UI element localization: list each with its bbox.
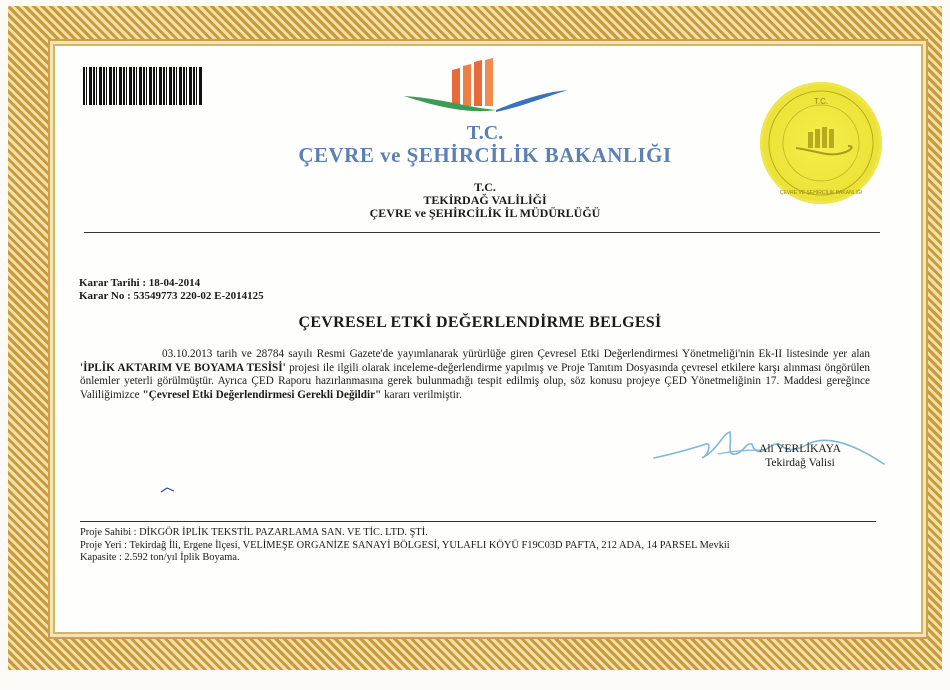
body-part3: kararı verilmiştir. (381, 388, 462, 401)
signatory-name: Ali YERLİKAYA (759, 443, 841, 455)
ministry-seal (760, 82, 882, 204)
decision-info (79, 277, 264, 303)
decision-body (80, 348, 870, 402)
gov-tc: T.C. (474, 180, 496, 194)
decision-number: Karar No : 53549773 220-02 E-2014125 (79, 290, 264, 302)
signatory-block (720, 442, 880, 470)
verdict: "Çevresel Etki Değerlendirmesi Gerekli Değildir" (142, 388, 382, 401)
ministry-name: ÇEVRE ve ŞEHİRCİLİK BAKANLIĞI (298, 143, 672, 167)
gov-directorate: ÇEVRE ve ŞEHİRCİLİK İL MÜDÜRLÜĞÜ (369, 206, 601, 220)
decision-date: Karar Tarihi : 18-04-2014 (79, 277, 201, 289)
project-owner: Proje Sahibi : DİKGÖR İPLİK TEKSTİL PAZARLAMA SAN. VE TİC. LTD. ŞTİ. (80, 527, 428, 538)
project-location: Proje Yeri : Tekirdağ İli, Ergene İlçesi, VELİMEŞE ORGANİZE SANAYİ BÖLGESİ, YULAFLI KÖYÜ F19C03D PAFTA, 212 ADA, 14 PARSEL Mevkii (80, 539, 730, 551)
project-capacity: Kapasite : 2.592 ton/yıl İplik Boyama. (80, 552, 240, 564)
footer-divider (80, 521, 876, 522)
project-details (80, 527, 730, 565)
signatory-title: Tekirdağ Valisi (765, 457, 835, 469)
ministry-tc: T.C. (466, 122, 504, 144)
header-divider (84, 232, 880, 233)
seal-top-text: T.C. (813, 97, 829, 106)
ministry-logo-icon (400, 56, 570, 122)
body-part2: projesi ile ilgili olarak inceleme-değerlendirme yapılmış ve Proje Tanıtım Dosyasında çevresel etkilere karşı alınması öngörülen önlemler yeterli görülmüştür. Ayrıca ÇED Raporu hazırlanmasına gerek bulunmadığı tespit edilmiş olup, söz konusu projeye ÇED Yönetmeliğinin 17. Maddesi gereğince Valiliğimizce (80, 361, 870, 401)
ink-mark-icon (160, 486, 176, 494)
document-title: ÇEVRESEL ETKİ DEĞERLENDİRME BELGESİ (298, 314, 662, 331)
barcode-icon (83, 67, 203, 105)
project-name: 'İPLİK AKTARIM VE BOYAMA TESİSİ' (80, 361, 286, 374)
body-part1: 03.10.2013 tarih ve 28784 sayılı Resmi Gazete'de yayımlanarak yürürlüğe giren Çevresel Etki Değerlendirmesi Yönetmeliği'nin Ek-II listesinde yer alan (162, 348, 870, 360)
seal-emblem-icon (760, 82, 882, 204)
governorship-block (300, 181, 670, 220)
gov-valilik: TEKİRDAĞ VALİLİĞİ (423, 193, 547, 207)
seal-side-text: ÇEVRE VE ŞEHİRCİLİK BAKANLIĞI (779, 190, 863, 196)
